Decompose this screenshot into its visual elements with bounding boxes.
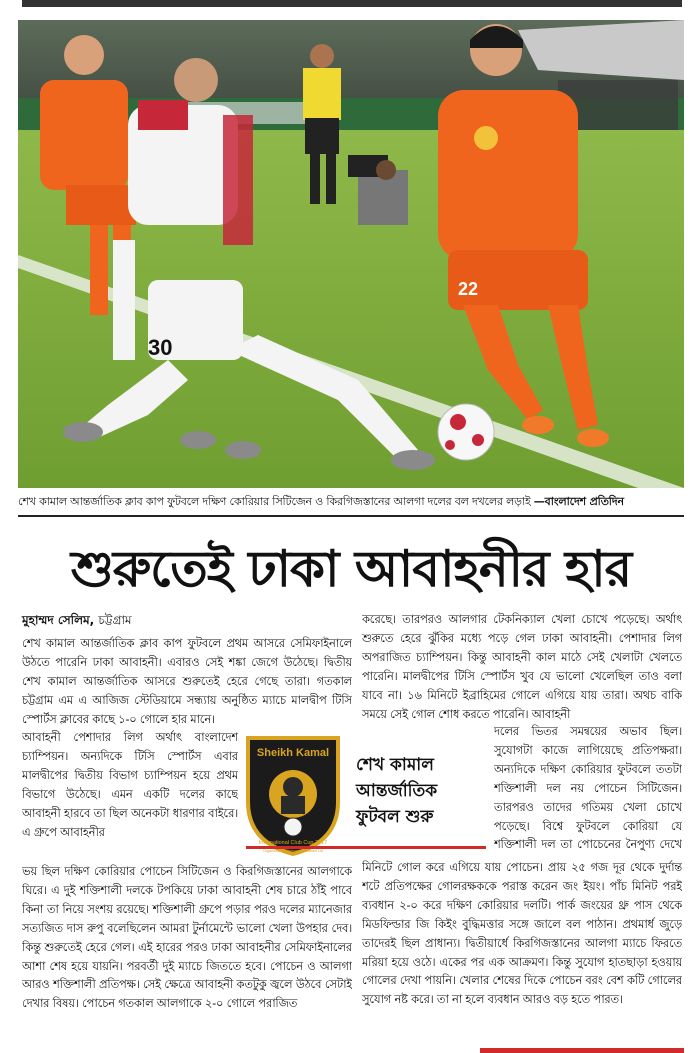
accent-rule <box>246 846 486 849</box>
body-column-2-bottom <box>362 858 682 1048</box>
byline <box>22 612 132 632</box>
paragraph: আবাহনী পেশাদার লিগ অর্থাৎ বাংলাদেশ চ্যাম্পিয়ন। অন্যদিকে টিসি স্পোর্টস এবার মালদ্বীপের দ্বিতীয় বিভাগ চ্যাম্পিয়ন হয়ে প্রথম বিভাগে উঠেছে। এমন একটি দলের কাছে আবাহনী হারবে তা ছিল অনেকটা ধারণার বাইরে। এ গ্রুপে আবাহনীর <box>22 730 238 839</box>
body-column-2-top <box>362 610 682 722</box>
match-photo <box>18 20 684 488</box>
paragraph: দলের ভিতর সমন্বয়ের অভাব ছিল। সুযোগটা কাজে লাগিয়েছে প্রতিপক্ষরা। অন্যদিকে দক্ষিণ কোরিয়ার ফুটবলে ততটা শক্তিশালী দল নয় পোচেন সিটিজেন। তারপরও তাদের গতিময় খেলা চোখে পড়েছে। বিশ্বে ফুটবলে কোরিয়া যে শক্তিশালী দল তা পোচেনের নৈপুণ্য দেখে <box>494 724 682 852</box>
caption-text: শেখ কামাল আন্তর্জাতিক ক্লাব কাপ ফুটবলে দক্ষিণ কোরিয়ার সিটিজেন ও কিরগিজস্তানের আলগা দলের বল দখলের লড়াই <box>18 495 531 508</box>
byline-location: চট্টগ্রাম <box>98 613 132 627</box>
headline: শুরুতেই ঢাকা আবাহনীর হার <box>70 540 632 598</box>
paragraph: মিনিটে গোল করে এগিয়ে যায় পোচেন। প্রায় ২৫ গজ দূর থেকে দুর্দান্ত শটে প্রতিপক্ষের গোলরক্ষককে পরাস্ত করেন জং ইয়ং। পাঁচ মিনিট পরই ব্যবধান ২-০ করে দক্ষিণ কোরিয়ার দলটি। পার্ক জংয়ের থ্রু পাস থেকে মিডফিল্ডার জি কিইং বুদ্ধিমত্তার সঙ্গে জালে বল পাঠান। প্রথমার্ধ জুড়ে তাদেরই ছিল প্রাধান্য। দ্বিতীয়ার্ধে কিরগিজস্তানের আলগা ম্যাচে ফিরতে মরিয়া হয়ে ওঠে। একের পর এক আক্রমণ। কিন্তু সুযোগ হাতছাড়া হওয়ায় গোলের দেখা পায়নি। খেলার শেষের দিকে পোচেন বরং বেশ কটি গোলের সুযোগ নষ্ট করে। তা না হলে ব্যবধান আরও বড় হতে পারত। <box>362 860 682 1007</box>
top-rule <box>22 0 682 7</box>
caption-credit: —বাংলাদেশ প্রতিদিন <box>533 495 624 508</box>
photo-caption <box>18 489 684 517</box>
tournament-logo <box>238 732 348 858</box>
badge-organizer: Organised by Chittagong Abahani Ltd <box>263 849 323 853</box>
paragraph: ভয় ছিল দক্ষিণ কোরিয়ার পোচেন সিটিজেন ও কিরগিজস্তানের আলগাকে ঘিরে। এ দুই শক্তিশালী দলকে টপকিয়ে ঢাকা আবাহনী শেষ চারে ঠাঁই পাবে কিনা তা নিয়ে সংশয় রয়েছে। শক্তিশালী গ্রুপে পড়ার পরও দলের ম্যানেজার সত্যজিত দাস রুপু বলেছিলেন আমরা টুর্নামেন্টে ভালো খেলা উপহার দেব। কিন্তু শুরুতেই হেরে গেল। এই হারের পরও ঢাকা আবাহনীর সেমিফাইনালের আশা শেষ হয়ে যায়নি। পরবর্তী দুই ম্যাচে জিততে হবে। পোচেন ও আলগা আরও শক্তিশালী প্রতিপক্ষ। সেই ক্ষেত্রে আবাহনী কতটুকু জ্বলে উঠবে সেটাই দেখার বিষয়। পোচেন গতকাল আলগাকে ২-০ গোলে পরাজিত <box>22 864 352 1011</box>
bottom-accent-bar <box>480 1048 684 1053</box>
body-column-2-mid <box>494 722 682 856</box>
badge-subtitle: International Club Cup 2017 <box>258 840 328 846</box>
orange-player-number: 22 <box>458 279 479 299</box>
football <box>438 404 494 460</box>
paragraph: করেছে। তারপরও আলগার টেকনিক্যাল খেলা চোখে পড়েছে। অর্থাৎ শুরুতে হেরে ঝুঁকির মধ্যে পড়ে গেল ঢাকা আবাহনী। পেশাদার লিগ অপরাজিত চ্যাম্পিয়ন। কিন্তু আবাহনী কাল মাঠে সেই খেলাটা খেলতে পারেনি। মালদ্বীপের টিসি স্পোর্টস খুব যে ভালো খেলেছিল তাও বলা যাবে না। ১৬ মিনিটে ইব্রাহিমের গোলে এগিয়ে যায় তারা। অথচ বাকি সময়ে সেই গোল শোধ করতে পারেনি। আবাহনী <box>362 612 682 721</box>
sidebar-heading: শেখ কামাল আন্তর্জাতিক ফুটবল শুরু <box>356 755 438 827</box>
byline-name: মুহাম্মদ সেলিম, <box>22 613 95 627</box>
badge-title: Sheikh Kamal <box>256 747 330 759</box>
body-column-1-top <box>22 634 352 726</box>
body-column-1-mid <box>22 728 238 862</box>
paragraph: শেখ কামাল আন্তর্জাতিক ক্লাব কাপ ফুটবলে প্রথম আসরে সেমিফাইনালে উঠতে পারেনি ঢাকা আবাহনী। এবারও সেই শঙ্কা জেগে উঠেছে। দ্বিতীয় শেখ কামাল আন্তর্জাতিক আসরে শুরুতেই হেরে গেছে তারা। গতকাল চট্টগ্রাম এম এ আজিজ স্টেডিয়ামে সন্ধ্যায় অনুষ্ঠিত ম্যাচে মালদ্বীপ টিসি স্পোর্টস ক্লাবের কাছে ১-০ গোলে হার মানে। <box>22 636 352 726</box>
body-column-1-bottom <box>22 862 352 1048</box>
white-player-number: 30 <box>148 335 173 360</box>
